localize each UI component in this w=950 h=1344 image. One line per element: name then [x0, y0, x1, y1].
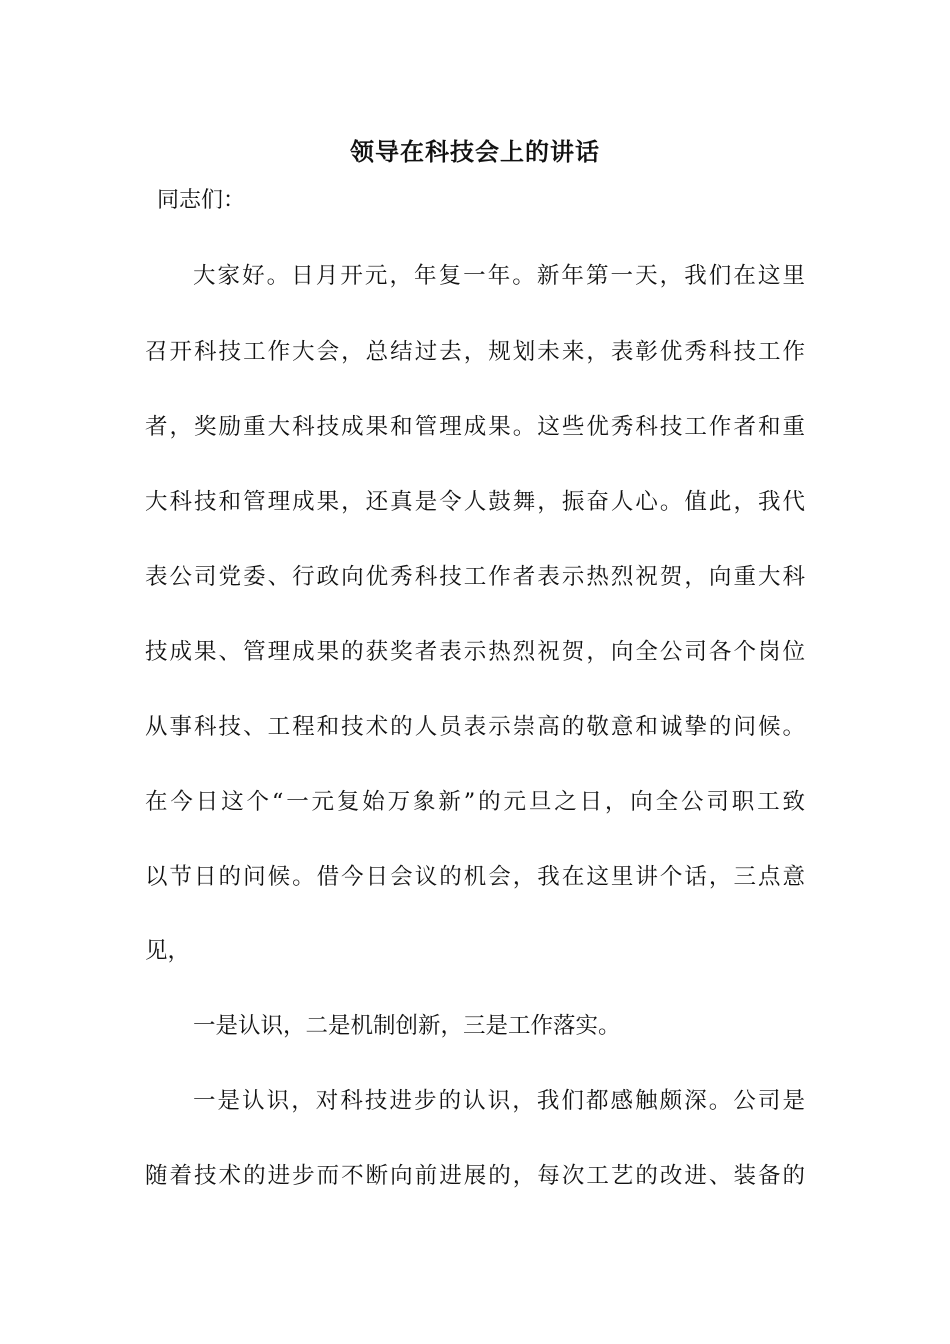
paragraph-line: 在今日这个“一元复始万象新”的元旦之日，向全公司职工致: [145, 789, 805, 815]
paragraph-line: 表公司党委、行政向优秀科技工作者表示热烈祝贺，向重大科: [145, 564, 805, 590]
paragraph-line: 召开科技工作大会，总结过去，规划未来，表彰优秀科技工作: [145, 339, 805, 365]
paragraph-line: 以节日的问候。借今日会议的机会，我在这里讲个话，三点意: [145, 864, 805, 890]
salutation: 同志们：: [157, 188, 246, 213]
paragraph-line: 一是认识，二是机制创新，三是工作落实。: [193, 1013, 621, 1039]
paragraph-line: 技成果、管理成果的获奖者表示热烈祝贺，向全公司各个岗位: [145, 639, 805, 665]
paragraph-line: 大家好。日月开元，年复一年。新年第一天，我们在这里: [193, 263, 805, 289]
paragraph-line: 大科技和管理成果，还真是令人鼓舞，振奋人心。值此，我代: [145, 489, 805, 515]
paragraph-line: 随着技术的进步而不断向前进展的，每次工艺的改进、装备的: [145, 1163, 805, 1189]
paragraph-line: 从事科技、工程和技术的人员表示崇高的敬意和诚挚的问候。: [145, 714, 805, 740]
paragraph-line: 者，奖励重大科技成果和管理成果。这些优秀科技工作者和重: [145, 414, 805, 440]
paragraph-line: 见，: [145, 938, 191, 964]
document-title: 领导在科技会上的讲话: [350, 137, 600, 166]
paragraph-line: 一是认识，对科技进步的认识，我们都感触颇深。公司是: [193, 1088, 805, 1114]
